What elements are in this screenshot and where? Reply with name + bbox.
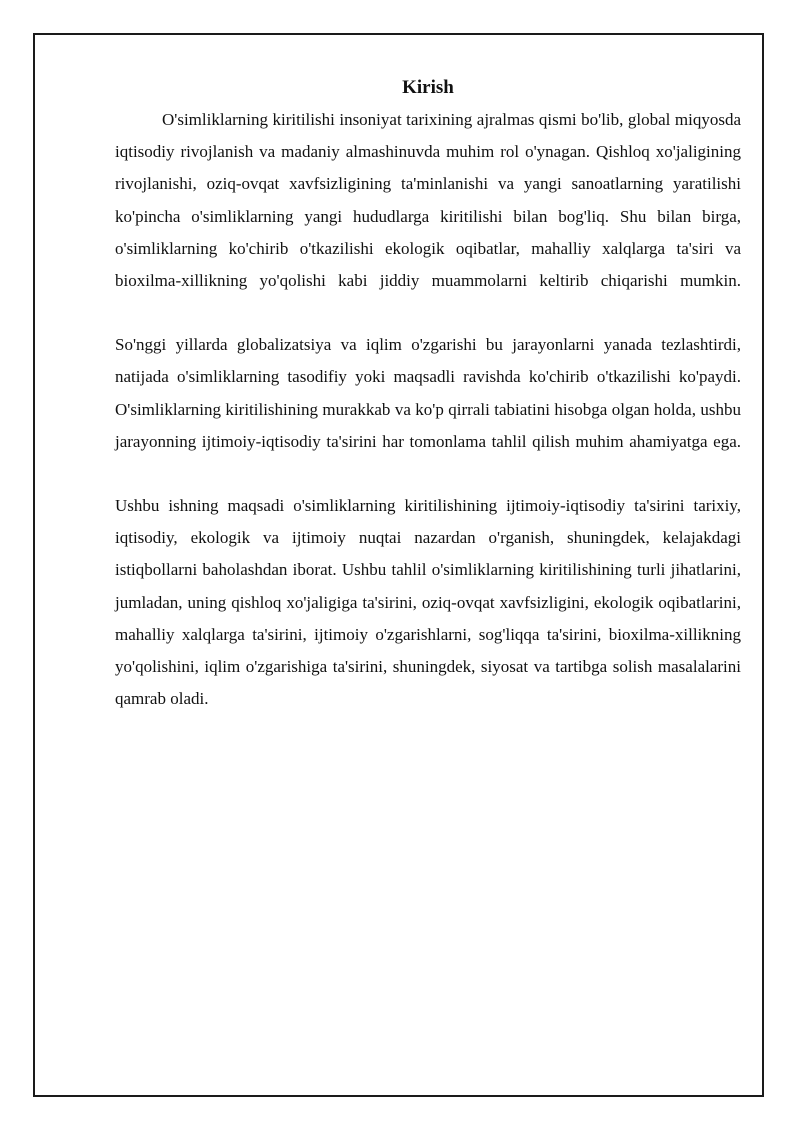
paragraph-3: Ushbu ishning maqsadi o'simliklarning kiritilishining ijtimoiy-iqtisodiy ta'sirini tarixiy, iqtisodiy, ekologik va ijtimoiy nuqtai nazardan o'rganish, shuningdek, kelajakdagi istiqbollarni baholashdan iborat. Ushbu tahlil o'simliklarning kiritilishining turli jihatlarini, jumladan, uning qishloq xo'jaligiga ta'sirini, oziq-ovqat xavfsizligini, ekologik oqibatlarini, mahalliy xalqlarga ta'sirini, ijtimoiy o'zgarishlarni, sog'liqqa ta'sirini, bioxilma-xillikning yo'qolishini, iqlim o'zgarishiga ta'sirini, shuningdek, siyosat va tartibga solish masalalarini qamrab oladi.: [115, 496, 741, 709]
paragraph-1: O'simliklarning kiritilishi insoniyat tarixining ajralmas qismi bo'lib, global miqyosda iqtisodiy rivojlanish va madaniy almashinuvda muhim rol o'ynagan. Qishloq xo'jaligining rivojlanishi, oziq-ovqat xavfsizligining ta'minlanishi va yangi sanoatlarning yaratilishi ko'pincha o'simliklarning yangi hududlarga kiritilishi bilan bog'liq. Shu bilan birga, o'simliklarning ko'chirib o'tkazilishi ekologik oqibatlar, mahalliy xalqlarga ta'siri va bioxilma-xillikning yo'qolishi kabi jiddiy muammolarni keltirib chiqarishi mumkin.: [115, 110, 741, 291]
document-title: Kirish: [402, 77, 454, 98]
document-body: [115, 74, 741, 715]
paragraph-2: So'nggi yillarda globalizatsiya va iqlim o'zgarishi bu jarayonlarni yanada tezlashtirdi, natijada o'simliklarning tasodifiy yoki maqsadli ravishda ko'chirib o'tkazilishi ko'paydi. O'simliklarning kiritilishining murakkab va ko'p qirrali tabiatini hisobga olgan holda, ushbu jarayonning ijtimoiy-iqtisodiy ta'sirini har tomonlama tahlil qilish muhim ahamiyatga ega.: [115, 335, 741, 451]
